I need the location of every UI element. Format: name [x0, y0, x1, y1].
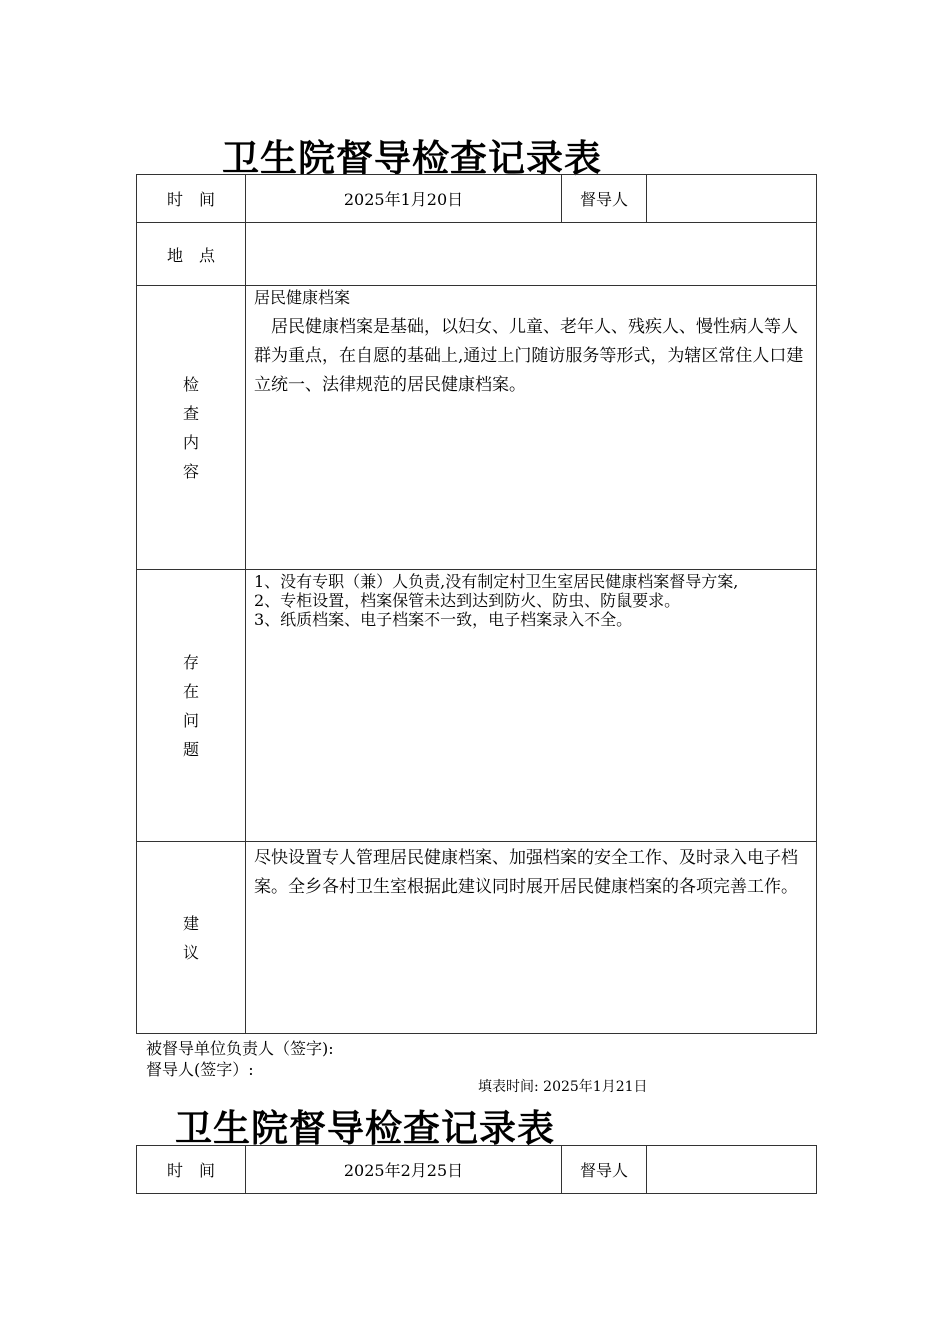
supervisor-value: [647, 175, 817, 223]
place-row: [137, 223, 817, 286]
form2-table: [136, 1145, 817, 1194]
time-value: 2025年2月25日: [246, 1146, 562, 1194]
content-label-char: 容: [182, 461, 199, 481]
issues-cell: [246, 570, 817, 842]
issues-label: [137, 570, 246, 842]
fill-time: 填表时间: 2025年1月21日: [478, 1079, 648, 1095]
issues-label-char: 存: [182, 652, 199, 672]
suggestion-text: 尽快设置专人管理居民健康档案、加强档案的安全工作、及时录入电子档案。全乡各村卫生室根据此建议同时展开居民健康档案的各项完善工作。: [254, 848, 798, 897]
content-cell: [246, 286, 817, 570]
issues-label-char: 问: [182, 710, 199, 730]
place-value: [246, 223, 817, 286]
supervisor-value: [647, 1146, 817, 1194]
time-row: [137, 175, 817, 223]
content-body: 居民健康档案是基础，以妇女、儿童、老年人、残疾人、慢性病人等人群为重点，在自愿的基础上,通过上门随访服务等形式，为辖区常住人口建立统一、法律规范的居民健康档案。: [254, 317, 804, 395]
content-label-char: 检: [182, 374, 199, 394]
time-label: 时 间: [137, 175, 246, 223]
suggestion-row: [137, 842, 817, 1034]
issues-row: [137, 570, 817, 842]
time-value: 2025年1月20日: [246, 175, 562, 223]
place-label: 地 点: [137, 223, 246, 286]
suggestion-label: [137, 842, 246, 1034]
unit-signature-label: 被督导单位负责人（签字):: [146, 1039, 334, 1058]
form1-table: [136, 174, 817, 1034]
supervisor-label: 督导人: [562, 175, 647, 223]
content-row: [137, 286, 817, 570]
time-row: [137, 1146, 817, 1194]
issue-item: 1、没有专职（兼）人负责,没有制定村卫生室居民健康档案督导方案,: [254, 572, 739, 591]
supervisor-label: 督导人: [562, 1146, 647, 1194]
suggestion-label-char: 议: [182, 942, 199, 962]
content-label-char: 内: [182, 432, 199, 452]
form2-title: 卫生院督导检查记录表: [175, 1107, 555, 1150]
suggestion-cell: [246, 842, 817, 1034]
issues-label-char: 题: [182, 739, 199, 759]
time-label: 时 间: [137, 1146, 246, 1194]
content-label-char: 查: [182, 403, 199, 423]
issue-item: 3、纸质档案、电子档案不一致，电子档案录入不全。: [254, 610, 633, 629]
content-heading: 居民健康档案: [254, 288, 351, 307]
issues-label-char: 在: [182, 681, 199, 701]
supervisor-signature-label: 督导人(签字）:: [146, 1060, 254, 1079]
form1-title: 卫生院督导检查记录表: [222, 137, 602, 180]
suggestion-label-char: 建: [182, 913, 199, 933]
issue-item: 2、专柜设置，档案保管未达到达到防火、防虫、防鼠要求。: [254, 591, 681, 610]
content-label: [137, 286, 246, 570]
